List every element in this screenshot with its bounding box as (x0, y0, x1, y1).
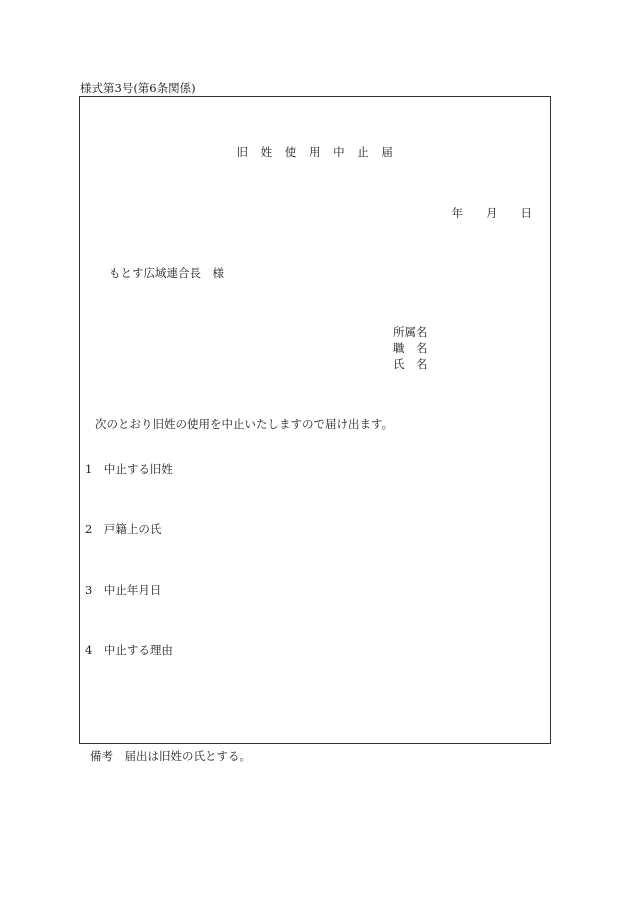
name-label: 氏 名 (393, 357, 428, 371)
intro-statement: 次のとおり旧姓の使用を中止いたしますので届け出ます。 (95, 417, 394, 431)
recipient: もとす広域連合長 様 (109, 266, 224, 280)
position-label: 職 名 (393, 341, 428, 355)
affiliation-label: 所属名 (393, 325, 428, 339)
item-discontinuation-reason: 4 中止する理由 (85, 643, 173, 657)
form-title: 旧 姓 使 用 中 止 届 (236, 145, 394, 159)
date-line: 年 月 日 (451, 206, 532, 220)
item-registered-surname: 2 戸籍上の氏 (85, 522, 162, 536)
item-discontinuation-date: 3 中止年月日 (85, 583, 162, 597)
form-number: 様式第3号(第6条関係) (80, 81, 196, 95)
remarks-note: 備考 届出は旧姓の氏とする。 (90, 749, 251, 763)
applicant-block (393, 324, 428, 372)
item-discontinued-maiden-name: 1 中止する旧姓 (85, 462, 173, 476)
